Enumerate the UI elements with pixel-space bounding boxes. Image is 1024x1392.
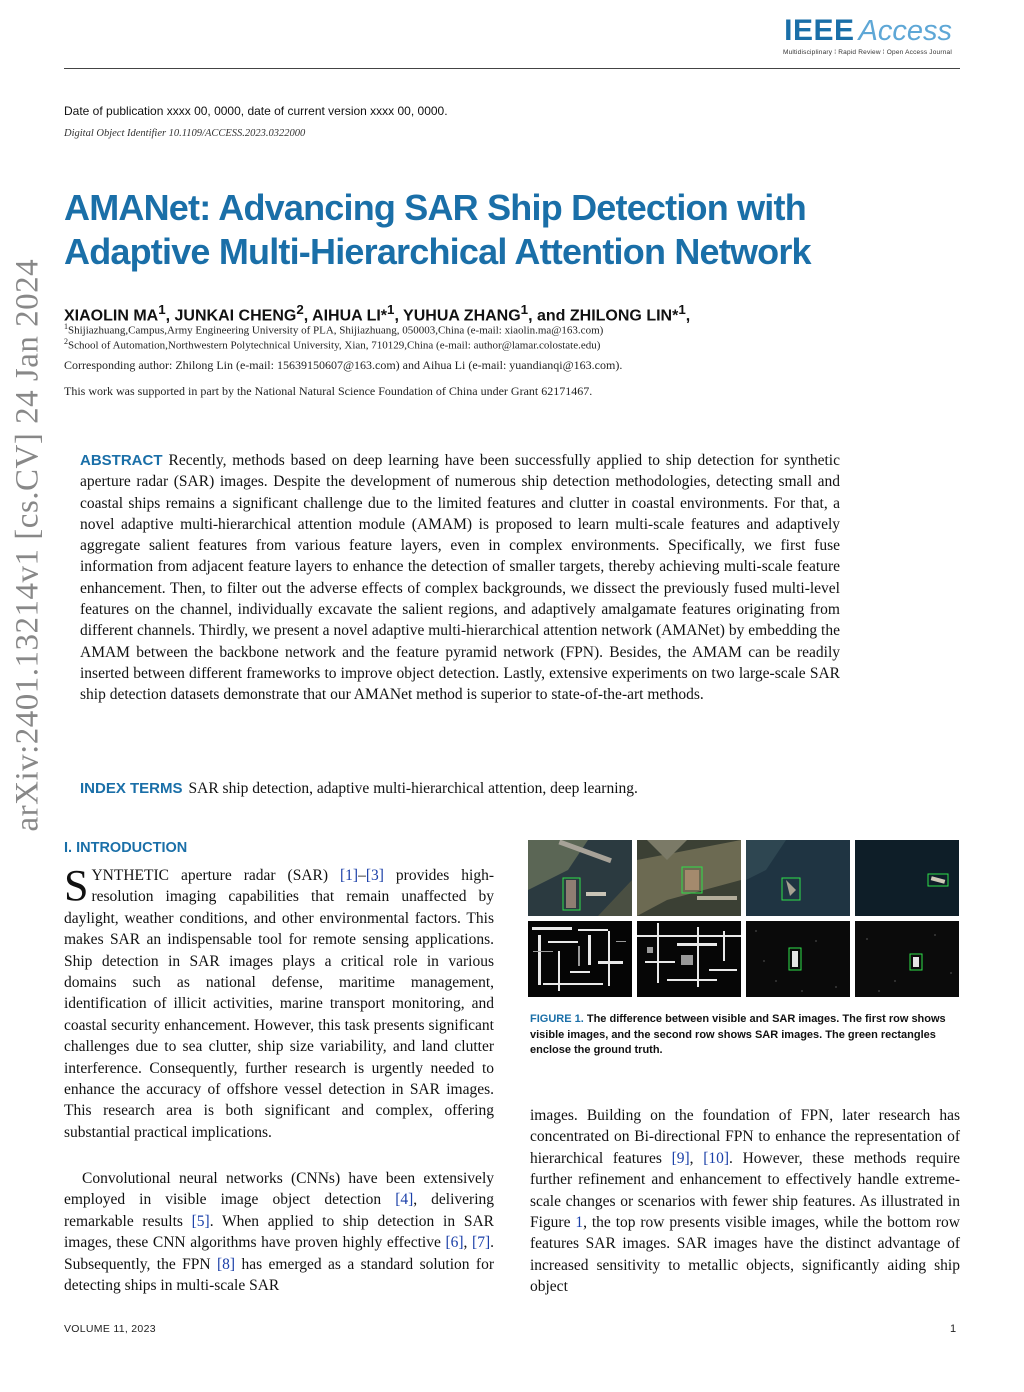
paragraph-text: images. Building on the foundation of FPN, later research has concentrated on Bi-directional FPN to enhance the representation of hierarchical features — [530, 1107, 960, 1167]
section-heading-introduction: I. INTRODUCTION — [64, 840, 188, 856]
paragraph-text: – — [358, 867, 366, 884]
abstract-block — [80, 450, 840, 706]
author-affiliation-sup: 1 — [678, 302, 686, 317]
author-affiliation-sup: 2 — [296, 302, 304, 317]
affiliation-sup: 2 — [64, 337, 68, 346]
author-name: JUNKAI CHENG — [174, 307, 297, 325]
paragraph-text: , delivering remarkable results — [64, 1191, 495, 1230]
affiliation-text: Shijiazhuang,Campus,Army Engineering University of PLA, Shijiazhuang, 050003,China (e-mail: xiaolin.ma@163.com) — [68, 324, 604, 337]
paragraph-text: . When applied to ship detection in SAR images, these CNN algorithms have proven highly effective — [64, 1212, 494, 1252]
paragraph-text: . However, these methods require further refinement and enhancement to effectively handle extreme-scale changes or scenarios with fewer ship features. As illustrated in Figure — [530, 1149, 960, 1232]
logo-access: Access — [858, 15, 952, 47]
author-name: YUHUA ZHANG — [403, 307, 521, 325]
affiliation-text: School of Automation,Northwestern Polytechnical University, Xian, 710129,China (e-mail: author@lamar.colostate.edu) — [68, 339, 601, 352]
visible-image-sea-coast — [746, 840, 850, 916]
affiliation-2 — [64, 337, 600, 352]
index-terms — [80, 780, 840, 798]
drop-cap: S — [64, 861, 89, 910]
title-line-1: AMANet: Advancing SAR Ship Detection with — [64, 187, 806, 228]
author-affiliation-sup: 1 — [387, 302, 395, 317]
footer-page-number: 1 — [950, 1323, 957, 1335]
citation-link[interactable]: [8] — [217, 1255, 236, 1273]
affiliation-sup: 1 — [64, 322, 68, 331]
abstract-label: ABSTRACT — [80, 452, 163, 469]
paragraph-text: , — [463, 1234, 473, 1252]
footer-volume: VOLUME 11, 2023 — [64, 1323, 156, 1335]
doi-line: Digital Object Identifier 10.1109/ACCESS.2023.0322000 — [64, 128, 306, 139]
logo-tagline: Multidisciplinary ⁞ Rapid Review ⁞ Open Access Journal — [782, 49, 952, 56]
intro-paragraph-1 — [64, 861, 494, 1143]
visible-image-harbor — [528, 840, 632, 916]
sar-image-open-sea — [855, 921, 959, 997]
figure-1-caption — [530, 1012, 960, 1059]
paragraph-text: provides high-resolution imaging capabilities that remain unaffected by daylight, weather conditions, and other environmental factors. This makes SAR an indispensable tool for remote sensing applications. Ship detection in SAR images plays a critical role in various domains such as national defense, maritime management, identification of illicit activities, marine transport monitoring, and coastal security enhancement. However, this task presents significant challenges due to sea clutter, ship size variability, and land clutter interference. Consequently, further research is urgently needed to enhance the accuracy of offshore vessel detection in SAR images. This research area is both significant and complex, offering substantial practical implications. — [64, 867, 494, 1141]
logo-ieee: IEEE — [784, 14, 855, 47]
citation-link[interactable]: [4] — [395, 1191, 414, 1209]
sar-image-port — [637, 921, 741, 997]
figure-1-image-grid — [528, 840, 959, 998]
paragraph-text: Convolutional neural networks (CNNs) have been extensively employed in visible image object detection — [64, 1170, 494, 1209]
affiliation-1 — [64, 322, 603, 337]
author-affiliation-sup: 1 — [520, 302, 529, 317]
figure-link[interactable]: 1 — [575, 1214, 584, 1232]
author-separator: , — [165, 307, 175, 325]
publication-date: Date of publication xxxx 00, 0000, date of current version xxxx 00, 0000. — [64, 104, 448, 118]
author-separator: , — [303, 307, 313, 325]
figure-caption-text: The difference between visible and SAR images. The first row shows visible images, and the second row shows SAR images. The green rectangles enclose the ground truth. — [530, 1013, 946, 1056]
citation-link[interactable]: [3] — [365, 867, 384, 884]
corresponding-author: Corresponding author: Zhilong Lin (e-mail: 15639150607@163.com) and Aihua Li (e-mail: yuandianqi@163.com). — [64, 358, 623, 372]
paragraph-text: , the top row presents visible images, while the bottom row features SAR images. SAR images have the distinct advantage of increased sensitivity to metallic objects, significantly aiding ship object — [530, 1214, 960, 1296]
citation-link[interactable]: [6] — [445, 1234, 464, 1252]
author-separator: , and — [528, 307, 570, 325]
author-affiliation-sup: 1 — [158, 302, 166, 317]
author-name: XIAOLIN MA — [64, 307, 159, 325]
header-rule — [64, 68, 960, 69]
sar-image-sea-coast — [746, 921, 850, 997]
figure-label: FIGURE 1. — [530, 1013, 584, 1025]
sar-image-harbor — [528, 921, 632, 997]
paragraph-text: has emerged as a standard solution for detecting ships in multi-scale SAR — [64, 1255, 494, 1295]
funding-note: This work was supported in part by the National Natural Science Foundation of China under Grant 62171467. — [64, 384, 593, 398]
paragraph-text: , — [689, 1149, 704, 1167]
title-line-2: Adaptive Multi-Hierarchical Attention Network — [64, 231, 811, 272]
author-separator: , — [685, 307, 691, 325]
intro-paragraph-2 — [64, 1168, 494, 1296]
citation-link[interactable]: [1] — [340, 867, 359, 884]
intro-paragraph-continued — [530, 1105, 960, 1298]
arxiv-stamp: arXiv:2401.13214v1 [cs.CV] 24 Jan 2024 — [9, 258, 46, 832]
author-name: ZHILONG LIN* — [569, 307, 679, 325]
visible-image-open-sea — [855, 840, 959, 916]
citation-link[interactable]: [9] — [671, 1149, 690, 1167]
abstract-text: Recently, methods based on deep learning have been successfully applied to ship detection for synthetic aperture radar (SAR) images. Despite the development of numerous ship detection methodologies, detecting small and coastal ships remains a significant challenge due to the limited features and clutter in coastal environments. For that, a novel adaptive multi-hierarchical attention module (AMAM) is proposed to learn multi-scale features and adaptively aggregate salient features from various feature layers, even in complex environments. Specifically, we first fuse information from adjacent feature layers to enhance the detection of smaller targets, thereby achieving multi-scale feature enhancement. Then, to filter out the adverse effects of complex backgrounds, we dissect the previously fused multi-level features on the channel, individually excavate the salient regions, and adaptively amalgamate features originating from different channels. Thirdly, we present a novel adaptive multi-hierarchical attention network (AMANet) by embedding the AMAM between the backbone network and the feature pyramid network (FPN). Besides, the AMAM can be readily inserted between different frameworks to improve object detection. Lastly, extensive experiments on two large-scale SAR ship detection datasets demonstrate that our AMANet method is superior to state-of-the-art methods. — [80, 452, 840, 704]
citation-link[interactable]: [10] — [703, 1149, 730, 1167]
visible-image-port — [637, 840, 741, 916]
paragraph-text: YNTHETIC aperture radar (SAR) — [91, 867, 341, 884]
citation-link[interactable]: [5] — [191, 1212, 210, 1230]
index-terms-label: INDEX TERMS — [80, 780, 183, 797]
index-terms-text: SAR ship detection, adaptive multi-hierarchical attention, deep learning. — [188, 780, 638, 797]
journal-logo — [783, 14, 952, 56]
citation-link[interactable]: [7] — [472, 1234, 491, 1252]
paragraph-text: . Subsequently, the FPN — [64, 1234, 494, 1273]
paper-title — [64, 186, 924, 274]
author-name: AIHUA LI* — [312, 307, 388, 325]
author-separator: , — [394, 307, 404, 325]
